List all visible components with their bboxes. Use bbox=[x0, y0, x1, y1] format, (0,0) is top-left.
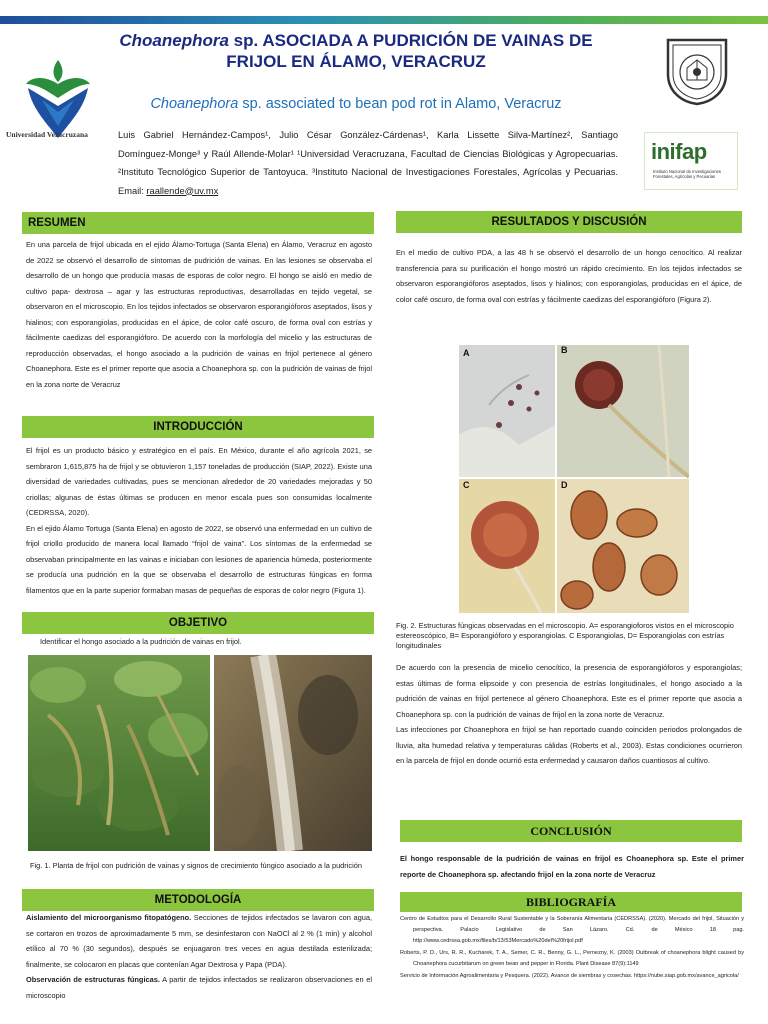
introduccion-text: El frijol es un producto básico y estratégico en el país. En México, durante el año agrícola 2021, se sembraron 1,615,875 ha de frijol y se obtuvieron 1,157 toneladas de producción (SIAP, 2022). Existe una diversidad de variedades cultivadas, pues se mencionan alrededor de 20 variedades mejoradas y 50 criollas; algunas de éstas últimas se producen en menor escala pues son consumidas localmente (CEDRSSA, 2020). En el ejido Álamo Tortuga (Santa Elena) en agosto de 2022, se observó una enfermedad en un cultivo de frijol criollo producido de manera local llamado “frijol de vaina”. Los síntomas de la enfermedad se observaban principalmente en las vainas e iniciaban con lesiones de apariencia húmeda, posteriormente se producía una pudrición en la que se observaba el desarrollo de estructuras fúngicas en forma filamentos que en la parte superior formaban masas de pequeñas de esporas de color negro (Figura 1). bbox=[26, 446, 372, 595]
section-metodologia-heading: METODOLOGÍA bbox=[22, 889, 374, 911]
fig2-label-d: D bbox=[561, 480, 568, 490]
bibliography-entry: Centro de Estudios para el Desarrollo Rural Sustentable y la Soberanía Alimentaria (CEDRSSA). (2020). Mercado del frijol, Situación y perspectiva. Palacio Legislativo de San Lázaro. Cd. de México 18 pag. http://www.cedrssa.gob.mx/files/b/13/53Mercado%20del%20frijol.pdf bbox=[400, 916, 744, 944]
bibliography-entry: Servicio de Información Agroalimentaria y Pesquera. (2022). Avance de siembras y cosechas. https://nube.siap.gob.mx/avance_agricola/ bbox=[400, 973, 739, 979]
fig2-label-b: B bbox=[561, 345, 568, 355]
section-bibliografia-heading: BIBLIOGRAFÍA bbox=[400, 892, 742, 912]
authors-affiliations: Luis Gabriel Hernández-Campos¹, Julio César González-Cárdenas¹, Karla Lissette Silva-Martínez², Santiago Domínguez-Monge³ y Raúl Allende-Molar¹ ¹Universidad Veracruzana, Facultad de Ciencias Biológicas y Agropecuarias. ²Instituto Tecnológico Superior de Tantoyuca. ³Instituto Nacional de Investigaciones Forestales, Agrícolas y Pecuarias. Email: raallende@uv.mx bbox=[118, 130, 618, 196]
objetivo-text: Identificar el hongo asociado a la pudrición de vainas en frijol. bbox=[40, 637, 242, 646]
inifap-subtitle: Instituto Nacional de Investigaciones Forestales, Agrícolas y Pecuarias bbox=[653, 169, 721, 179]
figure-1-bean-plant-photos bbox=[28, 655, 372, 851]
bibliography-entry: Roberts, P. D., Urs, R. R., Kucharek, T. A., Semer, C. R., Benny, G. L., Pernezny, K. (2003) Outbreak of choanephora blight caused by Choanephora cucurbitarum on green bean and pepper in Florida. Plant Disease 87(9):1149 bbox=[400, 950, 744, 967]
university-name: Universidad Veracruzana bbox=[6, 130, 88, 139]
bibliography-list bbox=[400, 914, 744, 983]
top-gradient-bar bbox=[0, 16, 768, 24]
poster-subtitle: Choanephora sp. associated to bean pod rot in Alamo, Veracruz bbox=[150, 96, 562, 112]
section-introduccion-heading: INTRODUCCIÓN bbox=[22, 416, 374, 438]
resultados-text-1: En el medio de cultivo PDA, a las 48 h se observó el desarrollo de un hongo cenocítico. Al realizar transferencia para su purificación el hongo mostró un rápido crecimiento. En los tejidos infectados se observaron esporangióforos aseptados, lisos y hialinos; con esporangiolas, producidas en el ápice, de color café oscuro, de forma oval con estrías y fácilmente caedizas del esporangióforo (Figura 2). bbox=[396, 248, 742, 304]
poster-title: Choanephora sp. ASOCIADA A PUDRICIÓN DE VAINAS DE FRIJOL EN ÁLAMO, VERACRUZ bbox=[119, 31, 593, 71]
resultados-text-2: De acuerdo con la presencia de micelio cenocítico, la presencia de esporangióforos y esporangiolas; estas últimas de forma elipsoide y con presencia de estrías longitudinales, el hongo asociado a la pudrición de vainas en frijol pertenece al género Choanephora. Este es el primer reporte que asocia a Choanephora sp. con la pudrición de vainas de frijol en la zona norte de Veracruz. Las infecciones por Choanephora en frijol se han reportado cuando coinciden periodos prolongados de lluvia, alta humedad relativa y temperaturas cálidas (Roberts et al., 2003). Estas condiciones ocurrieron en la parcela de frijol en donde ocurrió esta enfermedad y causaron daños cuantiosos al cultivo. bbox=[396, 663, 742, 765]
instituto-tecnologico-seal bbox=[662, 34, 732, 106]
inifap-logo bbox=[644, 132, 738, 190]
section-objetivo-heading: OBJETIVO bbox=[22, 612, 374, 634]
inifap-wordmark: inifap bbox=[651, 139, 707, 164]
figure-2-microscopy-panels bbox=[459, 345, 689, 613]
figure-2-caption: Fig. 2. Estructuras fúngicas observadas en el microscopio. A= esporangioforos vistos en el microscopio estereoscópico, B= Esporangióforo y esporangiolas. C Esporangiolas, D= Esporangiolas con estrías longitudinales bbox=[396, 621, 734, 650]
section-resumen-heading: RESUMEN bbox=[22, 212, 374, 234]
section-resultados-heading: RESULTADOS Y DISCUSIÓN bbox=[396, 211, 742, 233]
metodologia-text: Aislamiento del microorganismo fitopatógeno. Secciones de tejidos infectados se lavaron con agua, se cortaron en trozos de aproximadamente 5 mm, se desinfestaron con NaOCl al 2 % (1 min) y alcohol etílico al 70 % (30 segundos), después se enjuagaron tres veces en agua destilada esterilizada; finalmente, se colocaron en placas que contenían Agar Dextrosa y Papa (PDA). Observación de estructuras fúngicas. A partir de tejidos infectados se realizaron observaciones en el microscopio bbox=[26, 913, 372, 1000]
figure-1-caption: Fig. 1. Planta de frijol con pudrición de vainas y signos de crecimiento fúngico asociado a la pudrición bbox=[30, 861, 362, 870]
conclusion-text: El hongo responsable de la pudrición de vainas en frijol es Choanephora sp. Este el primer reporte de Choanephora sp. afectando frijol en la zona norte de Veracruz bbox=[400, 854, 744, 879]
resumen-text: En una parcela de frijol ubicada en el ejido Álamo-Tortuga (Santa Elena) en Álamo, Veracruz en agosto de 2022 se observó el desarrollo de síntomas de pudrición de vainas. En las lesiones se observaba el desarrollo de un hongo que producía masas de esporas de color negro. El hongo se aisló en medio de cultivo papa- dextrosa – agar y las estructuras reproductivas, desarrolladas en tejido vegetal, se observaron en el microscopio. En los tejidos infectados se observaron esporangióforos aseptados, lisos y hialinos; con esporangiolas, producidas en el ápice, de color café oscuro, de forma oval con estrías y fácilmente caedizas del esporangióforo. De acuerdo con la morfología del micelio y las estructuras de reproducción observadas, el hongo asociado a la pudrición de vainas en frijol pertenece al género Choanephora. Este es el primer reporte que asocia a Choanephora sp. con la pudrición de vainas de frijol en la zona norte de Veracruz bbox=[26, 240, 372, 389]
fig2-label-c: C bbox=[463, 480, 470, 490]
section-conclusion-heading: CONCLUSIÓN bbox=[400, 820, 742, 842]
fig2-label-a: A bbox=[463, 348, 470, 358]
email-link[interactable]: raallende@uv.mx bbox=[146, 185, 219, 196]
